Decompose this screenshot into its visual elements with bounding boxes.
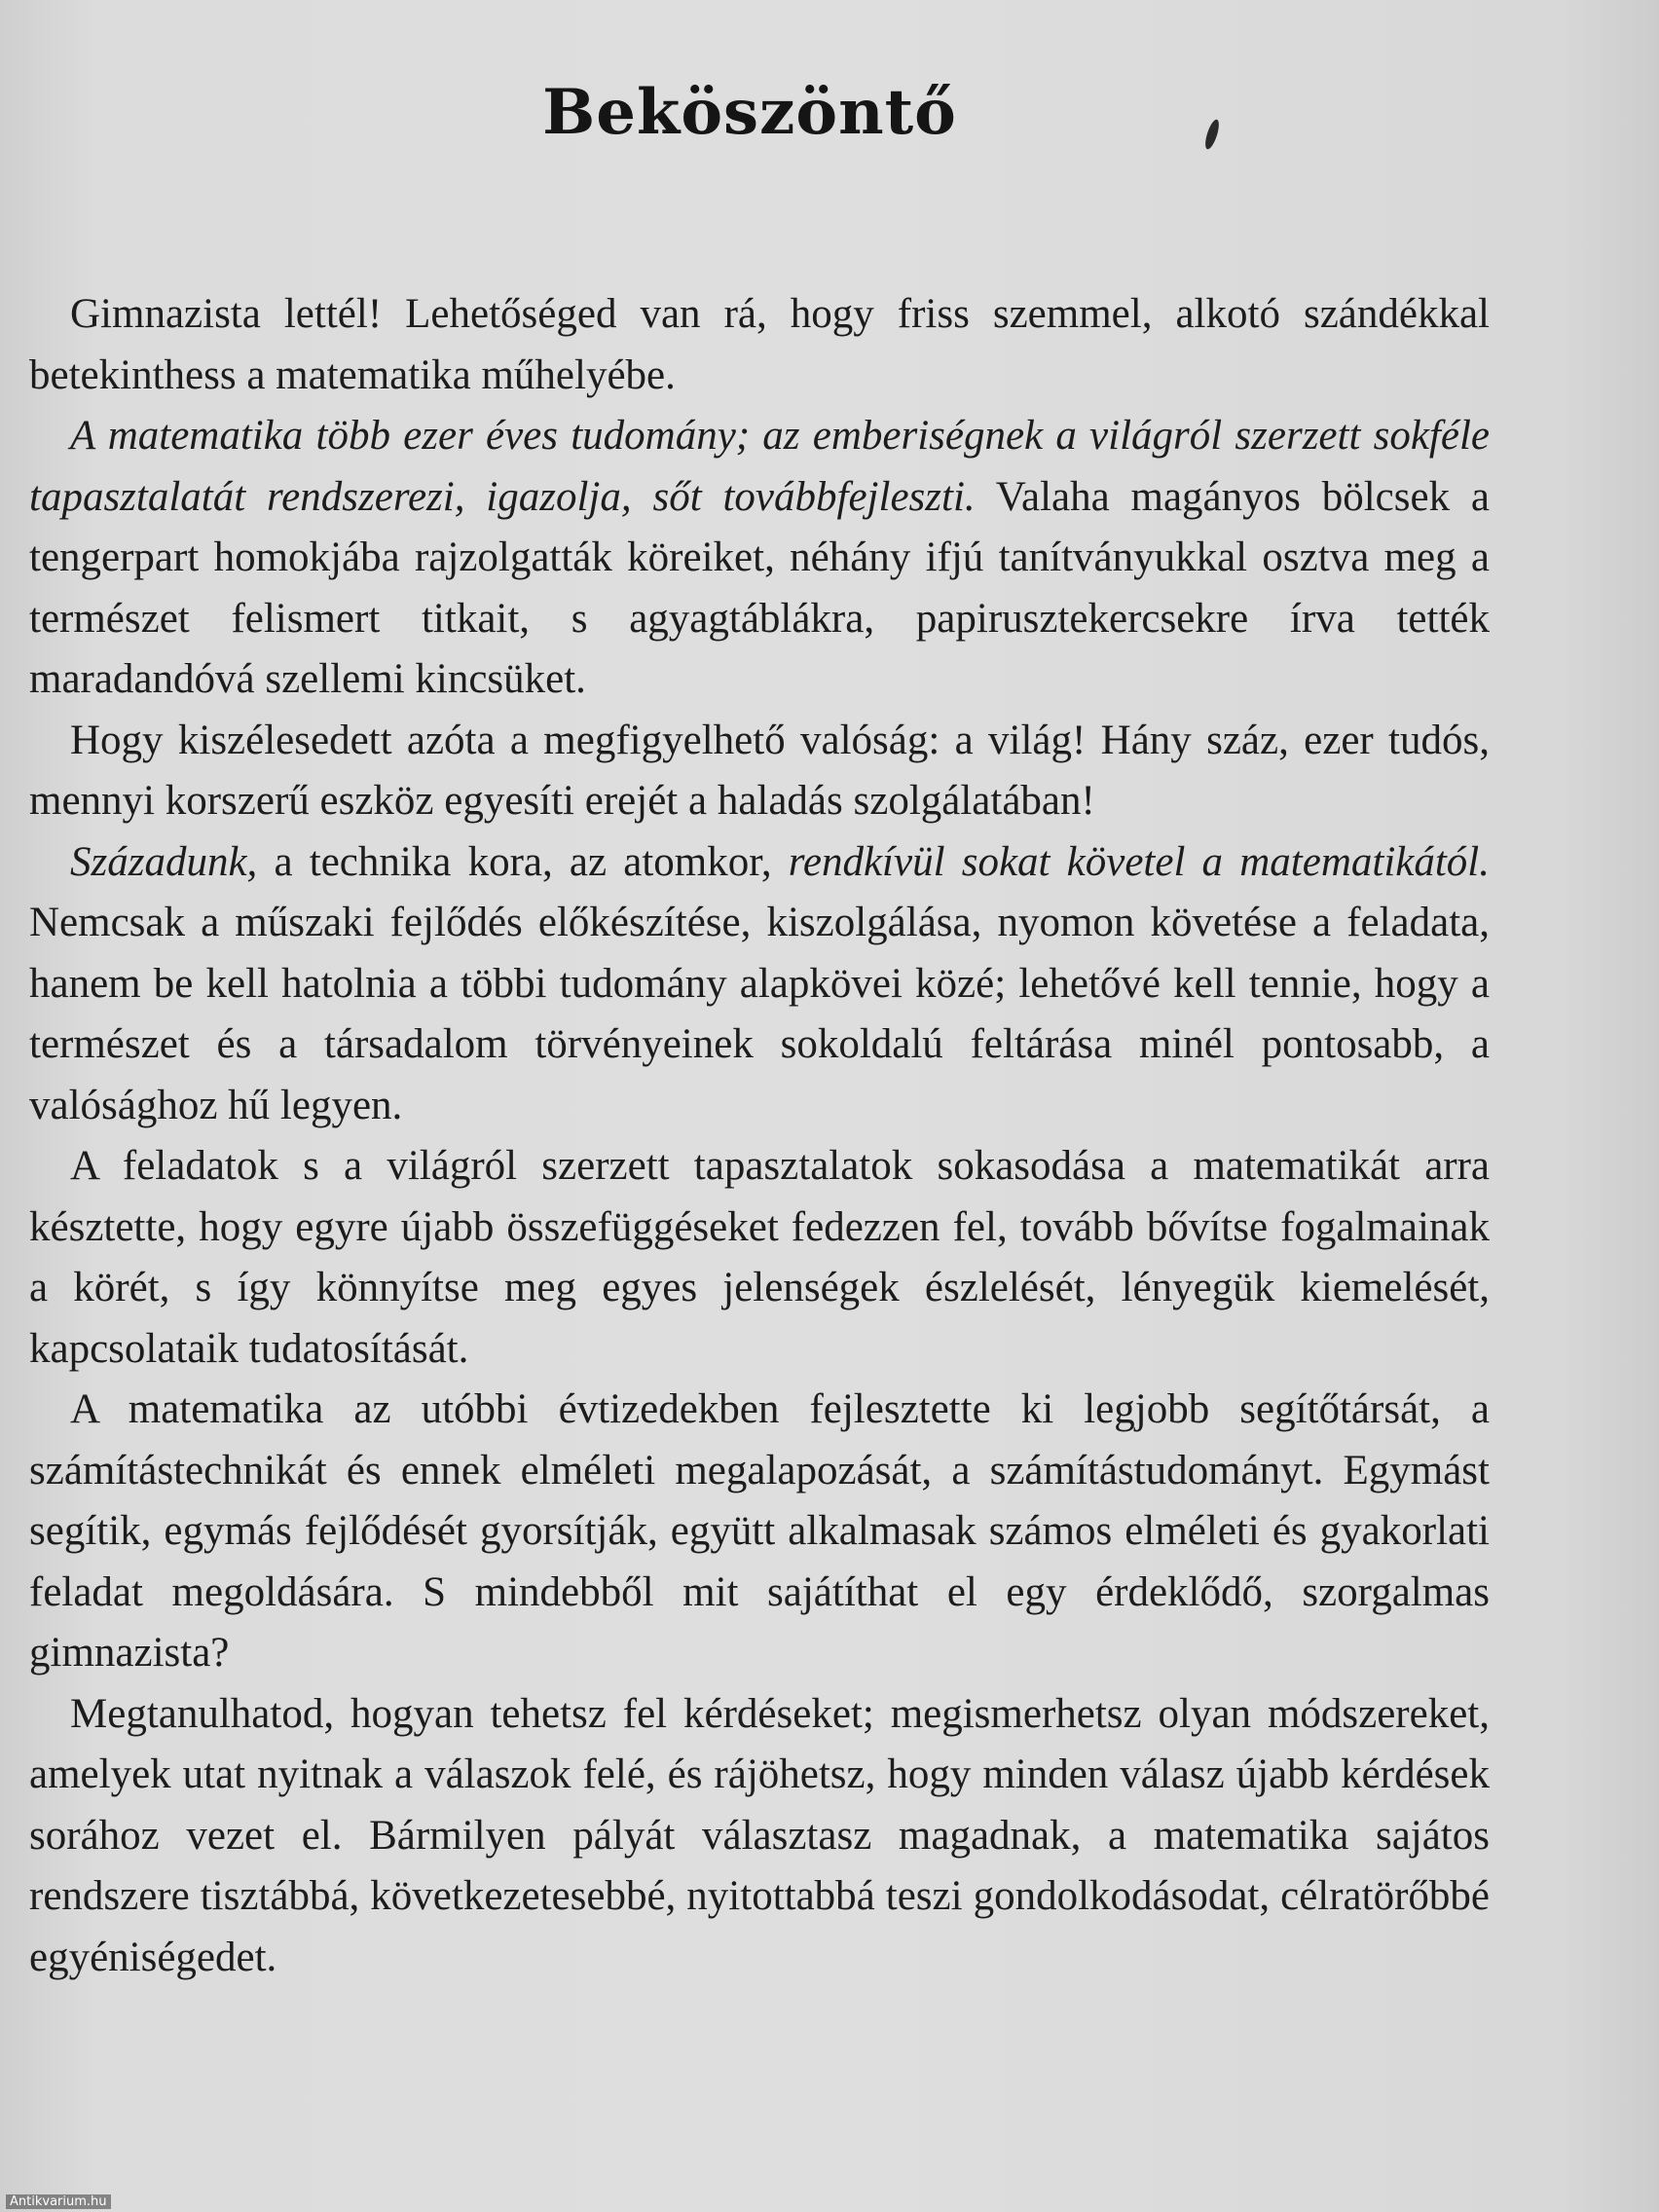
watermark: Antikvarium.hu xyxy=(6,2194,111,2209)
paragraph-5 xyxy=(29,1136,1490,1380)
paragraph-text: A matematika az utóbbi évtizedekben fejlesztette ki legjobb segítőtársát, a számítástechnikát és ennek elméleti megalapozását, a számítástudományt. Egymást segítik, egymás fejlődését gyorsítják, együtt alkalmasak számos elméleti és gyakorlati feladat megoldására. S mindebből mit sajátíthat el egy érdeklődő, szorgalmas gimnazista? xyxy=(29,1386,1490,1676)
paragraph-text: Megtanulhatod, hogyan tehetsz fel kérdéseket; megismerhetsz olyan módszereket, amelyek utat nyitnak a válaszok felé, és rájöhetsz, hogy minden válasz újabb kérdések sorához vezet el. Bármilyen pályát választasz magadnak, a matematika sajátos rendszere tisztábbá, következetesebbé, nyitottabbá teszi gondolkodásodat, célratörőbbé egyéniségedet. xyxy=(29,1690,1490,1980)
paragraph-text: A feladatok s a világról szerzett tapasztalatok sokasodása a matematikát arra késztette, hogy egyre újabb összefüggéseket fedezzen fel, tovább bővítse fogalmainak a körét, s így könnyítse meg egyes jelenségek észlelését, lényegük kiemelését, kapcsolataik tudatosítását. xyxy=(29,1143,1490,1372)
paragraph-3 xyxy=(29,711,1490,832)
paragraph-emphasis: A matematika több ezer éves tudomány; az emberiségnek a világról szerzett sokféle tapasztalatát rendszerezi, igazolja, sőt továbbfejleszti. xyxy=(29,413,1490,520)
paragraph-1 xyxy=(29,284,1490,406)
paragraph-4 xyxy=(29,832,1490,1137)
body-text xyxy=(29,284,1490,1988)
paragraph-text: Gimnazista lettél! Lehetőséged van rá, hogy friss szemmel, alkotó szándékkal betekinthess a matematika műhelyébe. xyxy=(29,291,1490,398)
paragraph-emphasis: rendkívül sokat követel a matematikától. xyxy=(788,838,1490,885)
paragraph-text: Nemcsak a műszaki fejlődés előkészítése, kiszolgálása, nyomon követése a feladata, hanem be kell hatolnia a többi tudomány alapkövei közé; lehetővé kell tennie, hogy a természet és a társadalom törvényeinek sokoldalú feltárása minél pontosabb, a valósághoz hű legyen. xyxy=(29,900,1490,1128)
paragraph-emphasis: Századunk, xyxy=(70,838,258,885)
paragraph-6 xyxy=(29,1380,1490,1684)
paragraph-text: Hogy kiszélesedett azóta a megfigyelhető valóság: a világ! Hány száz, ezer tudós, mennyi korszerű eszköz egyesíti erejét a haladás szolgálatában! xyxy=(29,717,1490,824)
paragraph-text: Valaha magányos bölcsek a tengerpart homokjába rajzolgatták köreiket, néhány ifjú tanítványukkal osztva meg a természet felismert titkait, s agyagtáblákra, papirusztekercsekre írva tették maradandóvá szellemi kincsüket. xyxy=(29,473,1490,702)
page-title: Beköszöntő xyxy=(542,76,957,149)
paragraph-2 xyxy=(29,406,1490,711)
paragraph-text: a technika kora, az atomkor, xyxy=(257,838,789,885)
paragraph-7 xyxy=(29,1684,1490,1989)
